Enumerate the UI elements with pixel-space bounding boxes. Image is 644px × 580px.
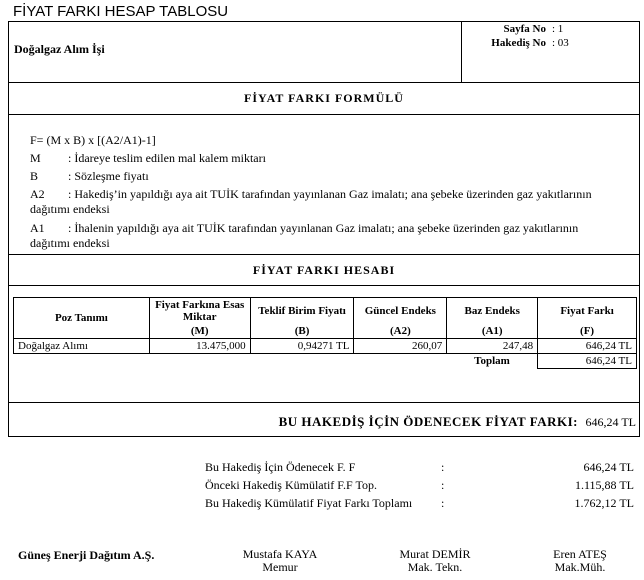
def-b-text: : Sözleşme fiyatı: [68, 169, 149, 183]
page-title: FİYAT FARKI HESAP TABLOSU: [13, 3, 229, 20]
summary-value-0: 646,24 TL: [583, 460, 634, 474]
payable-label: BU HAKEDİŞ İÇİN ÖDENECEK FİYAT FARKI:: [278, 414, 578, 429]
def-b-symbol: B: [30, 169, 39, 183]
def-a2-text: : Hakediş’in yapıldığı aya ait TUİK tarafından yayınlanan Gaz imalatı; ana şebeke üzerinden gaz yakıtlarının: [68, 187, 592, 201]
total-spacer: [14, 354, 447, 369]
progress-no-value: : 03: [552, 37, 569, 49]
summary-value-2: 1.762,12 TL: [574, 496, 634, 510]
progress-no-label: Hakediş No: [491, 37, 546, 49]
col-price-header: Teklif Birim Fiyatı: [250, 298, 354, 325]
col-a1-symbol: (A1): [447, 324, 538, 339]
row-unit-price: 0,94271 TL: [250, 339, 354, 354]
summary-colon-1: :: [441, 478, 445, 492]
total-label: Toplam: [474, 355, 510, 368]
company-name: Güneş Enerji Dağıtım A.Ş.: [18, 548, 155, 562]
signature-0-name: Mustafa KAYA: [242, 547, 318, 561]
def-a2-symbol: A2: [30, 187, 45, 201]
summary-label-2: Bu Hakediş Kümülatif Fiyat Farkı Toplamı: [205, 496, 413, 510]
summary-colon-0: :: [441, 460, 445, 474]
signature-2-title: Mak.Müh.: [554, 560, 606, 574]
summary-colon-2: :: [441, 496, 445, 510]
col-qty-header: Fiyat Farkına Esas Miktar: [149, 298, 250, 325]
divider-calc: [8, 254, 640, 255]
total-row: [14, 354, 637, 369]
row-diff: 646,24 TL: [538, 339, 637, 354]
formula-expression: F= (M x B) x [(A2/A1)-1]: [30, 133, 156, 147]
summary-value-1: 1.115,88 TL: [575, 478, 634, 492]
divider-calc-title: [8, 285, 640, 286]
signature-0: [230, 548, 330, 574]
header-divider: [461, 21, 462, 82]
calc-table: [13, 297, 637, 369]
signature-1-name: Murat DEMİR: [399, 547, 471, 561]
signature-2-name: Eren ATEŞ: [553, 547, 607, 561]
signature-2: [530, 548, 630, 574]
col-diff-symbol: (F): [538, 324, 637, 339]
col-price-symbol: (B): [250, 324, 354, 339]
col-a2-header: Güncel Endeks: [354, 298, 447, 325]
row-qty: 13.475,000: [149, 339, 250, 354]
total-value: 646,24 TL: [538, 354, 637, 369]
col-a1-header: Baz Endeks: [447, 298, 538, 325]
summary-label-1: Önceki Hakediş Kümülatif F.F Top.: [205, 478, 377, 492]
page-no-value: : 1: [552, 23, 564, 35]
def-m-symbol: M: [30, 151, 41, 165]
divider-payable: [8, 402, 640, 403]
col-a2-symbol: (A2): [354, 324, 447, 339]
table-row: [14, 339, 637, 354]
divider-formula: [8, 114, 640, 115]
def-a1: [30, 221, 635, 235]
def-a1-symbol: A1: [30, 221, 45, 235]
col-diff-header: Fiyat Farkı: [538, 298, 637, 325]
divider-header: [8, 82, 640, 83]
def-m-text: : İdareye teslim edilen mal kalem miktarı: [68, 151, 266, 165]
def-a1-text: : İhalenin yapıldığı aya ait TUİK tarafından yayınlanan Gaz imalatı; ana şebeke üzerinden gaz yakıtlarının: [68, 221, 579, 235]
calc-title: FİYAT FARKI HESABI: [252, 263, 396, 277]
summary-label-0: Bu Hakediş İçin Ödenecek F. F: [205, 460, 356, 474]
row-a1: 247,48: [447, 339, 538, 354]
formula-title: FİYAT FARKI FORMÜLÜ: [244, 91, 404, 105]
signature-1: [385, 548, 485, 574]
row-a2: 260,07: [354, 339, 447, 354]
calc-header-row: [14, 298, 637, 325]
signature-1-title: Mak. Tekn.: [407, 560, 463, 574]
row-item: Doğalgaz Alımı: [14, 339, 150, 354]
signature-0-title: Memur: [262, 560, 298, 574]
work-name: Doğalgaz Alım İşi: [14, 42, 105, 56]
def-m: [30, 151, 266, 165]
col-poz-header: Poz Tanımı: [14, 298, 150, 339]
def-a1-cont: dağıtımı endeksi: [30, 236, 110, 250]
def-a2: [30, 187, 635, 201]
def-a2-cont: dağıtımı endeksi: [30, 202, 110, 216]
def-b: [30, 169, 149, 183]
page-no-label: Sayfa No: [503, 23, 546, 35]
col-qty-symbol: (M): [149, 324, 250, 339]
payable-value: 646,24 TL: [585, 415, 636, 429]
